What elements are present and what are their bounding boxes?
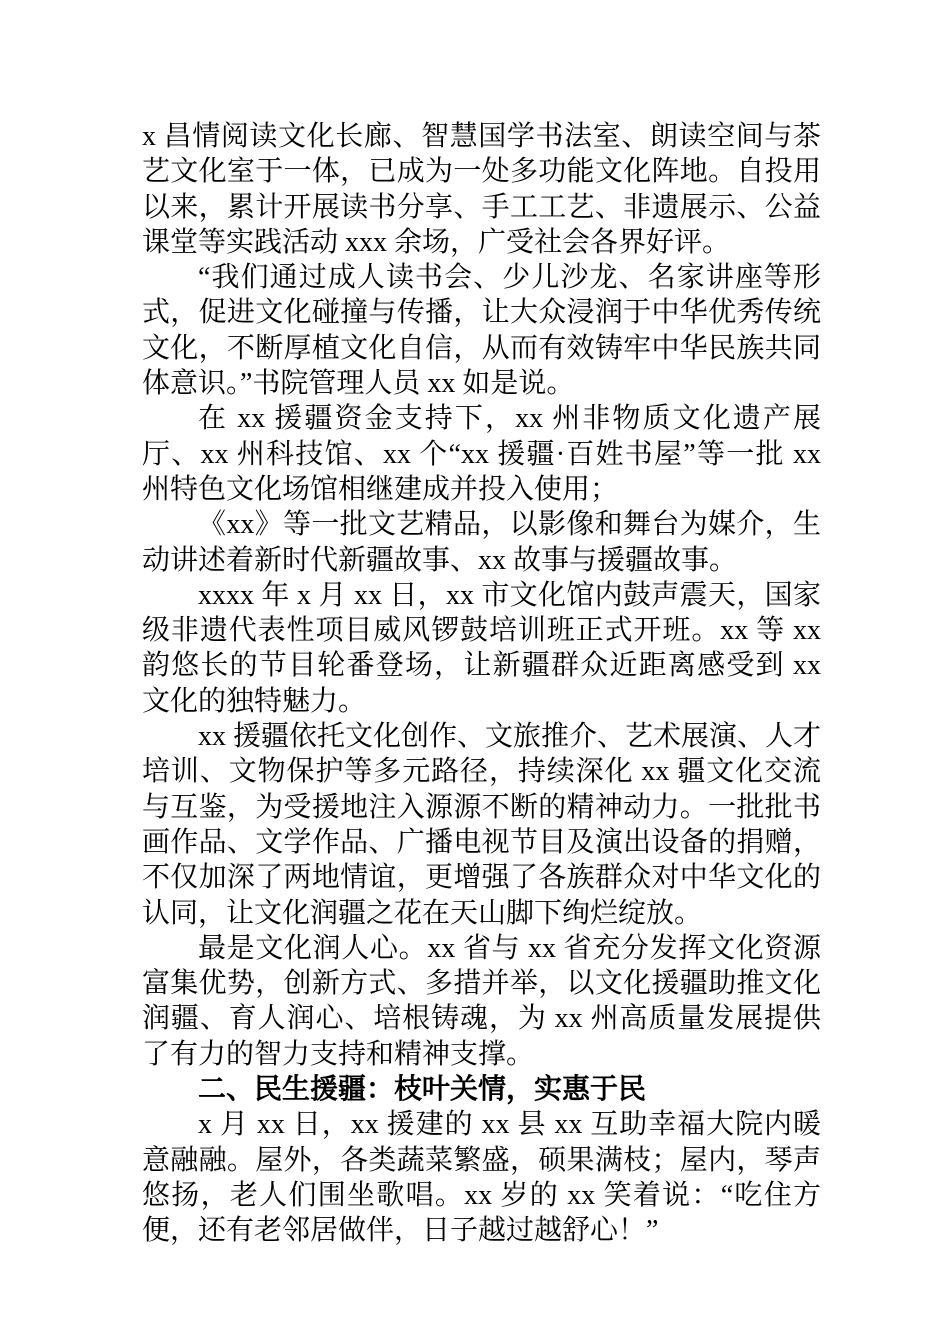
paragraph-reading-club-quote: “我们通过成人读书会、少儿沙龙、名家讲座等形式，促进文化碰撞与传播，让大众浸润于中华优秀传统文化，不断厚植文化自信，从而有效铸牢中华民族共同体意识。”书院管理人员 xx 如是说。	[142, 262, 821, 400]
document-text-block	[142, 119, 821, 1249]
paragraph-culture-nourishes: 最是文化润人心。xx 省与 xx 省充分发挥文化资源富集优势，创新方式、多措并举，以文化援疆助推文化润疆、育人润心、培根铸魂，为 xx 州高质量发展提供了有力的智力支持和精神支撑。	[142, 932, 821, 1070]
paragraph-aid-funded-venues: 在 xx 援疆资金支持下，xx 州非物质文化遗产展厅、xx 州科技馆、xx 个“xx 援疆·百姓书屋”等一批 xx 州特色文化场馆相继建成并投入使用；	[142, 403, 821, 505]
paragraph-happiness-courtyard: x 月 xx 日，xx 援建的 xx 县 xx 互助幸福大院内暖意融融。屋外，各类蔬菜繁盛，硕果满枝；屋内，琴声悠扬，老人们围坐歌唱。xx 岁的 xx 笑着说：“吃住方便，还有老邻居做伴，日子越过越舒心！”	[142, 1109, 821, 1247]
section-heading-minsheng: 二、民生援疆：枝叶关情，实惠于民	[198, 1074, 647, 1106]
paragraph-culture-corridor: x 昌情阅读文化长廊、智慧国学书法室、朗读空间与茶艺文化室于一体，已成为一处多功能文化阵地。自投用以来，累计开展读书分享、手工工艺、非遗展示、公益课堂等实践活动 xxx 余场，广受社会各界好评。	[142, 121, 821, 258]
paragraph-art-works: 《xx》等一批文艺精品，以影像和舞台为媒介，生动讲述着新时代新疆故事、xx 故事与援疆故事。	[142, 509, 821, 576]
paragraph-drum-training: xxxx 年 x 月 xx 日，xx 市文化馆内鼓声震天，国家级非遗代表性项目威风锣鼓培训班正式开班。xx 等 xx 韵悠长的节目轮番登场，让新疆群众近距离感受到 xx 文化的独特魅力。	[142, 579, 821, 717]
paragraph-cultural-exchange: xx 援疆依托文化创作、文旅推介、艺术展演、人才培训、文物保护等多元路径，持续深化 xx 疆文化交流与互鉴，为受援地注入源源不断的精神动力。一批批书画作品、文学作品、广播电视节目及演出设备的捐赠，不仅加深了两地情谊，更增强了各族群众对中华文化的认同，让文化润疆之花在天山脚下绚烂绽放。	[142, 721, 822, 929]
